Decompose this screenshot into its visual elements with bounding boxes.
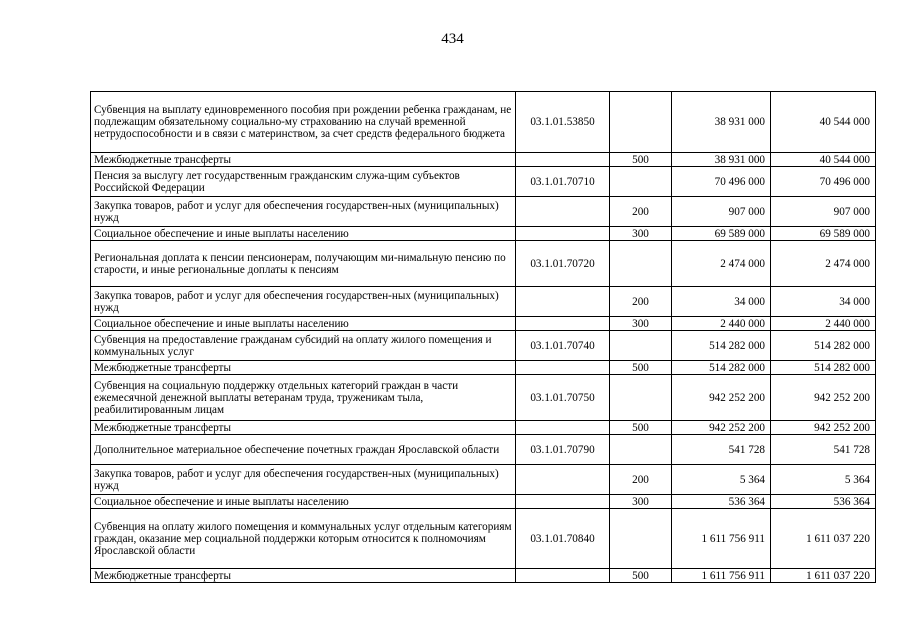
table-row bbox=[91, 92, 876, 153]
row-type-cell bbox=[610, 331, 672, 361]
row-name-cell: Дополнительное материальное обеспечение почетных граждан Ярославской области bbox=[91, 435, 516, 465]
row-value-2021-cell: 34 000 bbox=[771, 287, 876, 317]
row-name-cell: Пенсия за выслугу лет государственным гражданским служа-щим субъектов Российской Федерации bbox=[91, 167, 516, 197]
row-value-2021-cell: 541 728 bbox=[771, 435, 876, 465]
row-value-2020-cell: 5 364 bbox=[672, 465, 771, 495]
row-name-cell: Межбюджетные трансферты bbox=[91, 361, 516, 375]
table-row bbox=[91, 435, 876, 465]
row-name-cell: Закупка товаров, работ и услуг для обеспечения государствен-ных (муниципальных) нужд bbox=[91, 287, 516, 317]
row-value-2020-cell: 942 252 200 bbox=[672, 421, 771, 435]
row-name-cell: Субвенция на оплату жилого помещения и коммунальных услуг отдельным категориям граждан, оказание мер социальной поддержки которым относится к полномочиям Ярославской области bbox=[91, 509, 516, 569]
table-row bbox=[91, 167, 876, 197]
row-type-cell: 300 bbox=[610, 495, 672, 509]
row-value-2020-cell: 69 589 000 bbox=[672, 227, 771, 241]
row-value-2020-cell: 2 474 000 bbox=[672, 241, 771, 287]
row-code-cell: 03.1.01.70840 bbox=[516, 509, 610, 569]
row-type-cell: 500 bbox=[610, 569, 672, 583]
table-row bbox=[91, 569, 876, 583]
row-type-cell: 300 bbox=[610, 227, 672, 241]
row-value-2021-cell: 40 544 000 bbox=[771, 153, 876, 167]
row-code-cell bbox=[516, 227, 610, 241]
row-name-cell: Социальное обеспечение и иные выплаты населению bbox=[91, 317, 516, 331]
row-code-cell bbox=[516, 287, 610, 317]
row-code-cell bbox=[516, 197, 610, 227]
row-name-cell: Межбюджетные трансферты bbox=[91, 569, 516, 583]
row-value-2021-cell: 5 364 bbox=[771, 465, 876, 495]
row-value-2020-cell: 38 931 000 bbox=[672, 92, 771, 153]
row-code-cell bbox=[516, 465, 610, 495]
table-row bbox=[91, 509, 876, 569]
row-code-cell: 03.1.01.53850 bbox=[516, 92, 610, 153]
table-row bbox=[91, 153, 876, 167]
row-code-cell bbox=[516, 153, 610, 167]
table-row bbox=[91, 227, 876, 241]
row-type-cell bbox=[610, 167, 672, 197]
row-code-cell: 03.1.01.70720 bbox=[516, 241, 610, 287]
row-code-cell: 03.1.01.70740 bbox=[516, 331, 610, 361]
row-value-2020-cell: 536 364 bbox=[672, 495, 771, 509]
table-row bbox=[91, 331, 876, 361]
row-value-2020-cell: 38 931 000 bbox=[672, 153, 771, 167]
table-row bbox=[91, 317, 876, 331]
row-code-cell bbox=[516, 361, 610, 375]
row-value-2021-cell: 514 282 000 bbox=[771, 331, 876, 361]
table-row bbox=[91, 197, 876, 227]
row-type-cell: 500 bbox=[610, 361, 672, 375]
row-name-cell: Субвенция на выплату единовременного пособия при рождении ребенка гражданам, не подлежащим обязательному социально-му страхованию на случай временной нетрудоспособности и в связи с материнством, за счет средств федерального бюджета bbox=[91, 92, 516, 153]
row-value-2021-cell: 907 000 bbox=[771, 197, 876, 227]
table-row bbox=[91, 495, 876, 509]
row-type-cell: 200 bbox=[610, 287, 672, 317]
row-type-cell bbox=[610, 241, 672, 287]
budget-table-body bbox=[91, 92, 876, 583]
row-name-cell: Закупка товаров, работ и услуг для обеспечения государствен-ных (муниципальных) нужд bbox=[91, 465, 516, 495]
row-value-2020-cell: 942 252 200 bbox=[672, 375, 771, 421]
row-value-2020-cell: 514 282 000 bbox=[672, 361, 771, 375]
row-value-2020-cell: 907 000 bbox=[672, 197, 771, 227]
row-type-cell: 300 bbox=[610, 317, 672, 331]
table-row bbox=[91, 361, 876, 375]
budget-table bbox=[90, 91, 876, 583]
row-name-cell: Региональная доплата к пенсии пенсионерам, получающим ми-нимальную пенсию по старости, и иные региональные доплаты к пенсиям bbox=[91, 241, 516, 287]
table-row bbox=[91, 375, 876, 421]
row-value-2020-cell: 514 282 000 bbox=[672, 331, 771, 361]
table-row bbox=[91, 241, 876, 287]
row-type-cell: 500 bbox=[610, 153, 672, 167]
row-type-cell: 200 bbox=[610, 197, 672, 227]
row-value-2020-cell: 541 728 bbox=[672, 435, 771, 465]
row-code-cell bbox=[516, 421, 610, 435]
row-value-2021-cell: 1 611 037 220 bbox=[771, 569, 876, 583]
row-name-cell: Субвенция на предоставление гражданам субсидий на оплату жилого помещения и коммунальных услуг bbox=[91, 331, 516, 361]
row-code-cell: 03.1.01.70750 bbox=[516, 375, 610, 421]
row-value-2020-cell: 34 000 bbox=[672, 287, 771, 317]
row-value-2021-cell: 942 252 200 bbox=[771, 421, 876, 435]
row-value-2021-cell: 2 474 000 bbox=[771, 241, 876, 287]
row-value-2021-cell: 70 496 000 bbox=[771, 167, 876, 197]
table-row bbox=[91, 465, 876, 495]
row-code-cell bbox=[516, 569, 610, 583]
row-value-2021-cell: 942 252 200 bbox=[771, 375, 876, 421]
row-value-2021-cell: 1 611 037 220 bbox=[771, 509, 876, 569]
row-type-cell bbox=[610, 375, 672, 421]
row-code-cell: 03.1.01.70790 bbox=[516, 435, 610, 465]
row-value-2021-cell: 2 440 000 bbox=[771, 317, 876, 331]
row-value-2021-cell: 536 364 bbox=[771, 495, 876, 509]
row-code-cell bbox=[516, 317, 610, 331]
table-row bbox=[91, 287, 876, 317]
row-value-2021-cell: 40 544 000 bbox=[771, 92, 876, 153]
row-value-2020-cell: 1 611 756 911 bbox=[672, 509, 771, 569]
row-value-2021-cell: 69 589 000 bbox=[771, 227, 876, 241]
row-value-2020-cell: 1 611 756 911 bbox=[672, 569, 771, 583]
row-type-cell: 200 bbox=[610, 465, 672, 495]
row-type-cell: 500 bbox=[610, 421, 672, 435]
row-name-cell: Социальное обеспечение и иные выплаты населению bbox=[91, 227, 516, 241]
row-value-2021-cell: 514 282 000 bbox=[771, 361, 876, 375]
page-number: 434 bbox=[441, 31, 464, 47]
table-row bbox=[91, 421, 876, 435]
row-type-cell bbox=[610, 509, 672, 569]
row-value-2020-cell: 70 496 000 bbox=[672, 167, 771, 197]
row-name-cell: Закупка товаров, работ и услуг для обеспечения государствен-ных (муниципальных) нужд bbox=[91, 197, 516, 227]
row-name-cell: Субвенция на социальную поддержку отдельных категорий граждан в части ежемесячной денежной выплаты ветеранам труда, труженикам тыла, реабилитированным лицам bbox=[91, 375, 516, 421]
row-code-cell bbox=[516, 495, 610, 509]
row-name-cell: Социальное обеспечение и иные выплаты населению bbox=[91, 495, 516, 509]
row-type-cell bbox=[610, 435, 672, 465]
row-code-cell: 03.1.01.70710 bbox=[516, 167, 610, 197]
row-type-cell bbox=[610, 92, 672, 153]
row-name-cell: Межбюджетные трансферты bbox=[91, 153, 516, 167]
row-value-2020-cell: 2 440 000 bbox=[672, 317, 771, 331]
row-name-cell: Межбюджетные трансферты bbox=[91, 421, 516, 435]
